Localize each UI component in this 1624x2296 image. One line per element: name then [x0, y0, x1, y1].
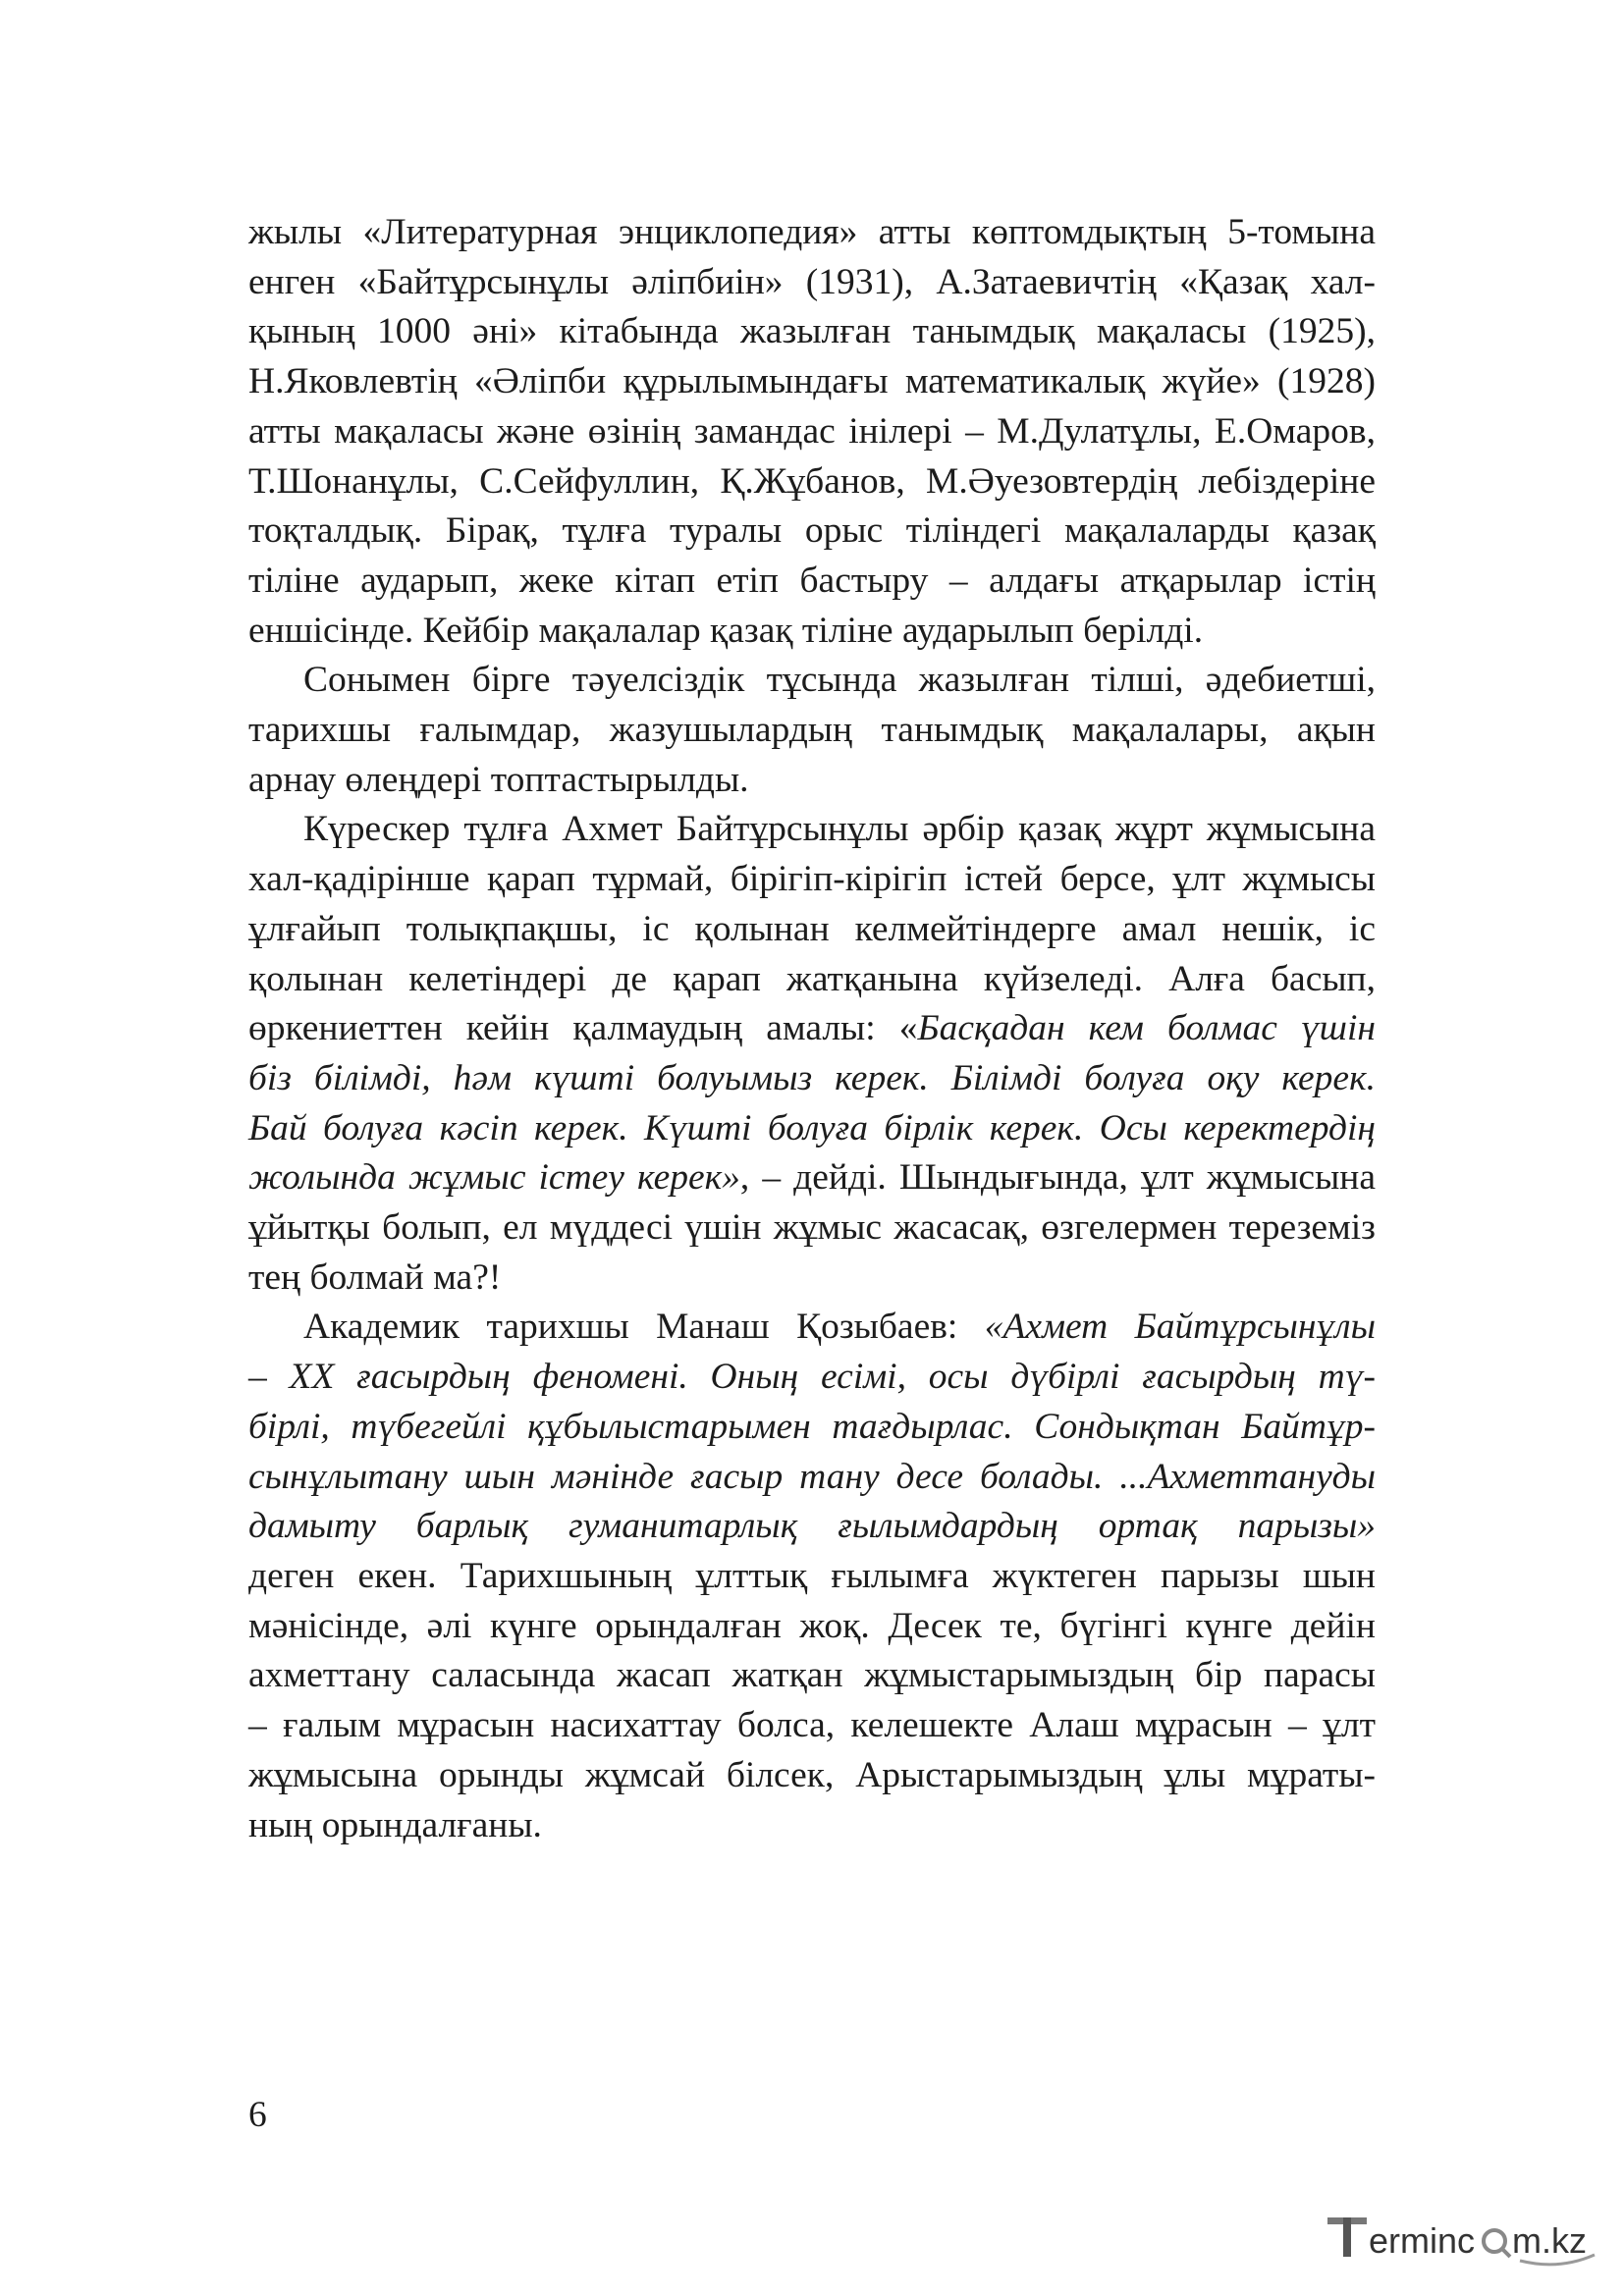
text-line [248, 1602, 1376, 1652]
watermark-svg [1324, 2204, 1598, 2272]
text-line [248, 258, 1376, 308]
text-line [248, 507, 1376, 557]
text-segment: жұмысына орынды жұмсай білсек, Арыстарымыздың ұлы мұраты- [248, 1754, 1376, 1795]
text-line [248, 706, 1376, 756]
text-segment: жылы «Литературная энциклопедия» атты көптомдықтың 5-томына [248, 212, 1376, 252]
text-segment: өркениеттен кейін қалмаудың амалы: « [248, 1008, 918, 1049]
text-line [248, 208, 1376, 258]
italic-quote-segment: Басқадан кем болмас үшін [917, 1008, 1376, 1049]
text-line [248, 1004, 1376, 1054]
text-segment: – ғалым мұрасын насихаттау болса, келешекте Алаш мұрасын – ұлт [248, 1705, 1376, 1746]
italic-quote-segment: бірлі, түбегейлі құбылыстарымен тағдырлас. Сондықтан Байтұр- [248, 1406, 1376, 1447]
text-line [248, 1651, 1376, 1701]
text-line [248, 1203, 1376, 1254]
logo-mkz-text: m.kz [1512, 2220, 1587, 2261]
text-line [248, 1353, 1376, 1403]
text-line [248, 1701, 1376, 1751]
text-segment: тоқталдық. Бірақ, тұлға туралы орыс тіліндегі мақалаларды қазақ [248, 510, 1376, 552]
paragraph [248, 1303, 1376, 1850]
text-line [248, 905, 1376, 955]
text-segment: Т.Шонанұлы, С.Сейфуллин, Қ.Жұбанов, М.Әуезовтердің лебіздеріне [248, 460, 1376, 502]
page-body [248, 208, 1376, 1850]
termincom-watermark-logo [1324, 2204, 1598, 2272]
text-segment: еншісінде. Кейбір мақалалар қазақ тіліне аударылып берілді. [248, 610, 1204, 651]
logo-t-stem [1343, 2217, 1351, 2257]
italic-quote-segment: Бай болуға кәсіп керек. Күшті болуға бірлік керек. Осы керектердің [248, 1107, 1376, 1148]
text-line [248, 1254, 1376, 1304]
text-segment: енген «Байтұрсынұлы әліпбиін» (1931), А.Затаевичтің «Қазақ хал- [248, 261, 1376, 302]
text-segment: Сонымен бірге тәуелсіздік тұсында жазылған тілші, әдебиетші, [303, 660, 1376, 701]
text-line [248, 1104, 1376, 1154]
text-segment: атты мақаласы және өзінің замандас інілері – М.Дулатұлы, Е.Омаров, [248, 410, 1376, 452]
text-segment: деген екен. Тарихшының ұлттық ғылымға жүктеген парызы шын [248, 1555, 1376, 1596]
paragraph [248, 656, 1376, 805]
text-line [248, 1453, 1376, 1503]
text-segment: тарихшы ғалымдар, жазушылардың танымдық мақалалары, ақын [248, 710, 1376, 751]
logo-magnifier-handle [1502, 2249, 1510, 2257]
italic-quote-segment: жолында жұмыс істеу керек» [248, 1157, 740, 1199]
text-segment: Академик тарихшы Манаш Қозыбаев: [303, 1307, 985, 1348]
text-line [248, 1502, 1376, 1552]
text-line [248, 407, 1376, 457]
italic-quote-segment: дамыту барлық гуманитарлық ғылымдардың ортақ парызы» [248, 1506, 1376, 1547]
text-segment: мәнісінде, әлі күнге орындалған жоқ. Десек те, бүгінгі күнге дейін [248, 1605, 1376, 1646]
text-segment: қолынан келетіндері де қарап жатқанына күйзеледі. Алға басып, [248, 958, 1376, 999]
text-line [248, 1153, 1376, 1203]
text-line [248, 855, 1376, 905]
text-segment: ұйытқы болып, ел мүддесі үшін жұмыс жасасақ, өзгелермен тереземіз [248, 1207, 1376, 1249]
text-segment: тең болмай ма?! [248, 1256, 502, 1298]
text-line [248, 1552, 1376, 1602]
text-line [248, 457, 1376, 507]
text-line [248, 1751, 1376, 1801]
text-line [248, 656, 1376, 706]
italic-quote-segment: біз білімді, һәм күшті болуымыз керек. Білімді болуға оқу керек. [248, 1057, 1376, 1098]
text-line [248, 955, 1376, 1005]
text-line [248, 357, 1376, 407]
page-number: 6 [248, 2095, 267, 2135]
text-line [248, 756, 1376, 806]
text-segment: , – дейді. Шындығында, ұлт жұмысына [739, 1157, 1376, 1199]
text-segment: Күрескер тұлға Ахмет Байтұрсынұлы әрбір қазақ жұрт жұмысына [303, 809, 1376, 850]
text-line [248, 1801, 1376, 1851]
logo-erminc-text: erminc [1369, 2220, 1476, 2261]
text-segment: хал-қадірінше қарап тұрмай, бірігіп-кірігіп істей берсе, ұлт жұмысы [248, 859, 1376, 900]
text-segment: қының 1000 әні» кітабында жазылған танымдық мақаласы (1925), [248, 311, 1376, 352]
text-segment: тіліне аударып, жеке кітап етіп бастыру – алдағы атқарылар істің [248, 560, 1376, 601]
text-line [248, 805, 1376, 855]
italic-quote-segment: – ХХ ғасырдың феномені. Оның есімі, осы дүбірлі ғасырдың тү- [248, 1357, 1376, 1398]
italic-quote-segment: сынұлытану шын мәнінде ғасыр тану десе болады. ...Ахметтануды [248, 1456, 1376, 1497]
paragraph [248, 208, 1376, 656]
italic-quote-segment: «Ахмет Байтұрсынұлы [984, 1307, 1376, 1348]
text-line [248, 307, 1376, 357]
text-segment: ахметтану саласында жасап жатқан жұмыстарымыздың бір парасы [248, 1655, 1376, 1696]
text-line [248, 557, 1376, 607]
text-line [248, 1303, 1376, 1353]
text-line [248, 1054, 1376, 1104]
text-segment: арнау өлеңдері топтастырылды. [248, 759, 749, 800]
text-line [248, 607, 1376, 657]
paragraph [248, 805, 1376, 1303]
text-segment: ұлғайып толықпақшы, іс қолынан келмейтіндерге амал нешік, іс [248, 908, 1376, 949]
text-line [248, 1403, 1376, 1453]
logo-magnifier-icon [1484, 2230, 1505, 2252]
text-segment: Н.Яковлевтің «Әліпби құрылымындағы математикалық жүйе» (1928) [248, 361, 1376, 402]
text-segment: ның орындалғаны. [248, 1804, 542, 1845]
